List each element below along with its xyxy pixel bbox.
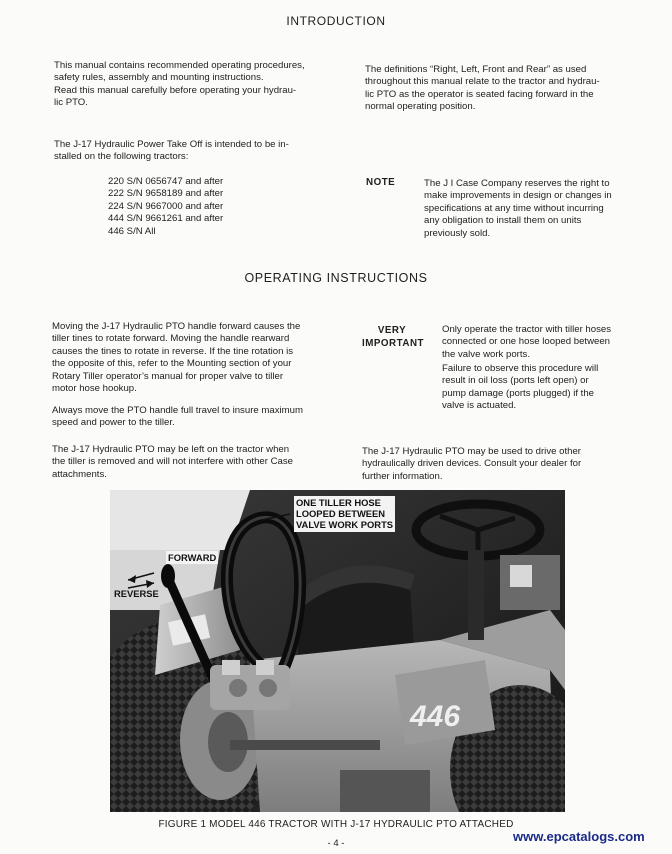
text-line: IMPORTANT xyxy=(362,338,425,349)
text-line: The J-17 Hydraulic PTO may be used to drive other xyxy=(362,446,581,457)
callout-reverse: REVERSE xyxy=(114,588,159,599)
text-line: 222 S/N 9658189 and after xyxy=(108,188,224,200)
text-line: stalled on the following tractors: xyxy=(54,151,189,163)
very-important-text-1 xyxy=(442,324,611,361)
text-line: The definitions “Right, Left, Front and Rear” as used xyxy=(365,64,587,75)
tractor-illustration xyxy=(110,490,565,812)
text-line: This manual contains recommended operating procedures, xyxy=(54,60,305,71)
text-line: Rotary Tiller operator’s manual for proper valve to tiller xyxy=(52,370,284,382)
text-line: VALVE WORK PORTS xyxy=(296,519,394,531)
text-line: hydraulically driven devices. Consult your dealer for xyxy=(362,458,582,470)
operating-paragraph-2 xyxy=(52,405,303,430)
text-line: pump damage (ports plugged) if the xyxy=(442,387,594,399)
text-line: ONE TILLER HOSE xyxy=(296,497,381,508)
text-line: VERY xyxy=(377,325,407,336)
intro-paragraph-1 xyxy=(54,60,305,110)
intro-paragraph-2 xyxy=(54,139,289,164)
note-text xyxy=(424,178,612,240)
text-line: safety rules, assembly and mounting instructions. xyxy=(54,72,264,84)
text-line: LOOPED BETWEEN xyxy=(296,508,386,520)
text-line: any obligation to install them on units xyxy=(424,215,582,227)
operating-paragraph-1 xyxy=(52,321,300,395)
text-line: 444 S/N 9661261 and after xyxy=(108,213,224,225)
text-line: result in oil loss (ports left open) or xyxy=(442,375,589,387)
text-line: 220 S/N 0656747 and after xyxy=(108,176,224,187)
text-line: 224 S/N 9667000 and after xyxy=(108,200,224,212)
text-line: previously sold. xyxy=(424,227,491,239)
very-important-label xyxy=(362,324,425,350)
page-number: - 4 - xyxy=(327,838,345,849)
text-line: valve is actuated. xyxy=(442,400,517,412)
section-title: OPERATING INSTRUCTIONS xyxy=(244,271,428,285)
callout-forward: FORWARD xyxy=(168,552,217,563)
tractor-list xyxy=(108,176,223,238)
model-badge: 446 xyxy=(410,700,461,733)
text-line: attachments. xyxy=(52,468,107,480)
definitions-paragraph xyxy=(365,64,600,114)
text-line: specifications at any time without incurring xyxy=(424,202,604,214)
text-line: the tiller is removed and will not interfere with other Case xyxy=(52,456,294,468)
tractor-photo xyxy=(110,490,565,812)
text-line: connected or one hose looped between xyxy=(442,336,611,348)
operating-paragraph-3 xyxy=(52,444,293,481)
text-line: The J-17 Hydraulic PTO may be left on the tractor when xyxy=(52,444,290,455)
text-line: further information. xyxy=(362,470,443,482)
figure-caption: FIGURE 1 MODEL 446 TRACTOR WITH J-17 HYDRAULIC PTO ATTACHED xyxy=(158,819,514,830)
watermark-link[interactable]: www.epcatalogs.com xyxy=(513,829,645,844)
text-line: motor hose hookup. xyxy=(52,383,137,395)
text-line: Moving the J-17 Hydraulic PTO handle forward causes the xyxy=(52,321,301,332)
callout-hose xyxy=(294,496,395,532)
text-line: lic PTO. xyxy=(54,97,88,109)
text-line: 446 S/N All xyxy=(108,225,156,237)
very-important-text-2 xyxy=(442,363,598,413)
text-line: Only operate the tractor with tiller hoses xyxy=(442,324,612,335)
text-line: the opposite of this, refer to the Mounting section of your xyxy=(52,358,292,370)
text-line: the valve work ports. xyxy=(442,348,530,360)
text-line: Always move the PTO handle full travel to insure maximum xyxy=(52,405,303,416)
text-line: normal operating position. xyxy=(365,101,476,113)
operating-paragraph-right xyxy=(362,446,581,483)
text-line: lic PTO as the operator is seated facing forward in the xyxy=(365,88,594,100)
page-title: INTRODUCTION xyxy=(286,14,386,28)
text-line: The J-17 Hydraulic Power Take Off is intended to be in- xyxy=(54,139,289,150)
text-line: throughout this manual relate to the tractor and hydrau- xyxy=(365,76,600,88)
note-label: NOTE xyxy=(366,177,396,188)
text-line: Failure to observe this procedure will xyxy=(442,363,599,374)
text-line: The J I Case Company reserves the right to xyxy=(424,178,610,189)
text-line: make improvements in design or changes in xyxy=(424,190,612,202)
text-line: tiller tines to rotate forward. Moving the handle rearward xyxy=(52,333,290,345)
text-line: causes the tines to rotate in reverse. If the tine rotation is xyxy=(52,345,294,357)
text-line: Read this manual carefully before operating your hydrau- xyxy=(54,84,297,96)
text-line: speed and power to the tiller. xyxy=(52,417,175,429)
